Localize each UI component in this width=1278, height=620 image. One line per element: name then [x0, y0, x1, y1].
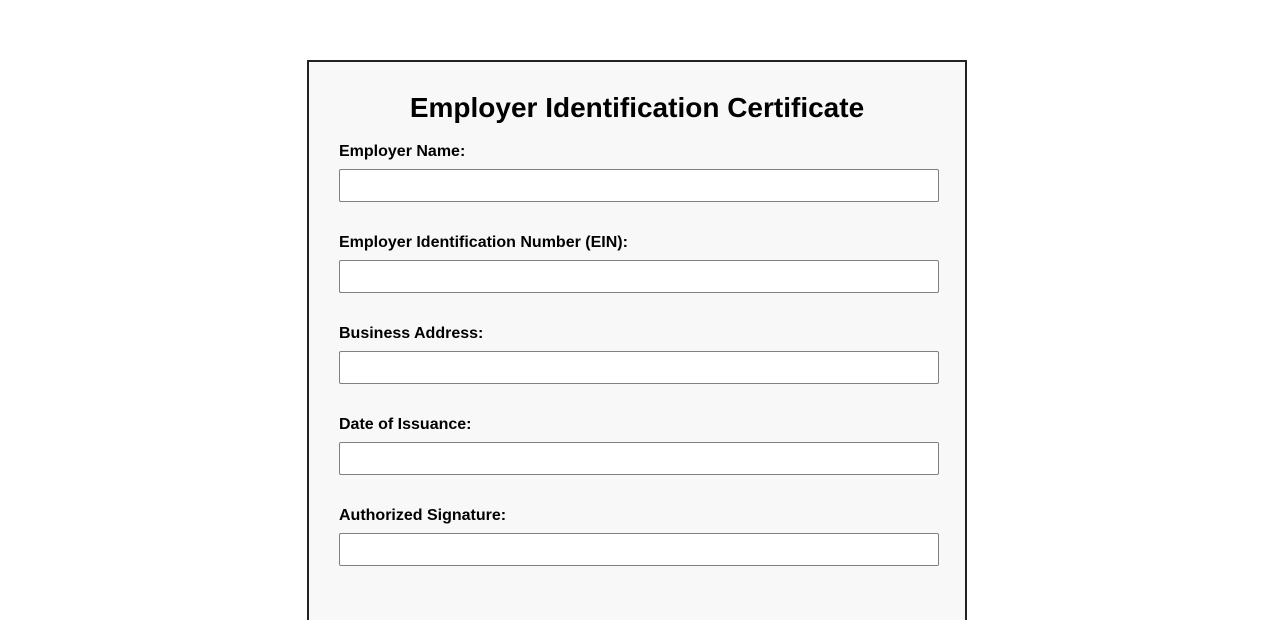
- employer-name-field-group: [339, 143, 935, 202]
- date-of-issuance-input[interactable]: [339, 442, 939, 475]
- business-address-input[interactable]: [339, 351, 939, 384]
- certificate-panel: [307, 60, 967, 620]
- business-address-label: Business Address:: [339, 325, 484, 342]
- date-of-issuance-label: Date of Issuance:: [339, 416, 472, 433]
- authorized-signature-input[interactable]: [339, 533, 939, 566]
- date-of-issuance-field-group: [339, 416, 935, 475]
- certificate-title: Employer Identification Certificate: [409, 92, 865, 123]
- ein-input[interactable]: [339, 260, 939, 293]
- business-address-field-group: [339, 325, 935, 384]
- ein-field-group: [339, 234, 935, 293]
- employer-name-label: Employer Name:: [339, 143, 466, 160]
- authorized-signature-field-group: [339, 507, 935, 566]
- ein-label: Employer Identification Number (EIN):: [339, 234, 628, 251]
- employer-name-input[interactable]: [339, 169, 939, 202]
- authorized-signature-label: Authorized Signature:: [339, 507, 507, 524]
